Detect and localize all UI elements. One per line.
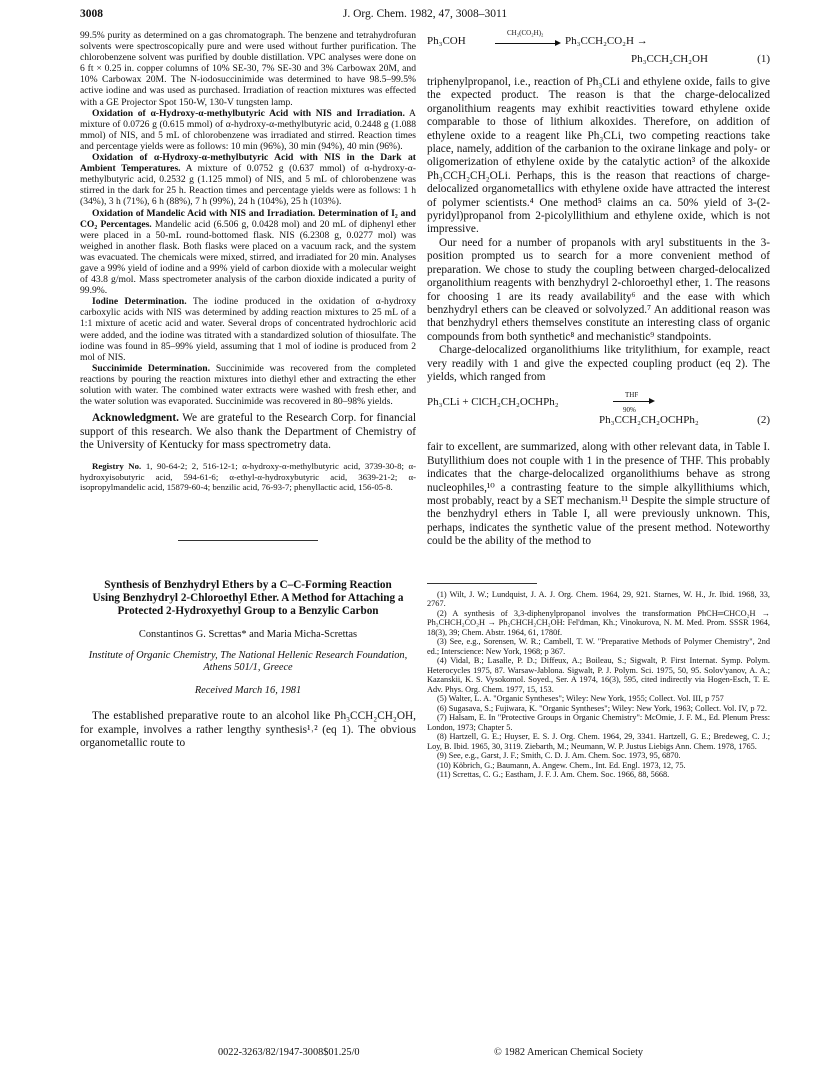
oxidation-3-body: Mandelic acid (6.506 g, 0.0428 mol) and 20 mL of diphenyl ether were placed in a 50-mL round-bottomed flask. NIS (6.2308 g, 0.0277 mol) was weighed in another flask. Both flasks were placed on a vacuum rack, and the system was evacuated. The chemicals were mixed, stirred, and irradiated for 20 min. Analyses gave a 99% yield of iodine and a 99% yield of carbon dioxide with a molecular weight of 43.8 g/mol. Mass spectrometer analysis of the carbon dioxide indicated a purity of 99.9%. (80, 218, 417, 297)
iodine-paragraph (80, 296, 416, 363)
references-list (427, 590, 770, 780)
oxidation-2-heading: Oxidation of α-Hydroxy-α-methylbutyric Acid with NIS in the Dark at Ambient Temperatures. (80, 152, 416, 175)
succinimide-heading: Succinimide Determination. (92, 362, 211, 374)
acknowledgment-heading: Acknowledgment. (92, 412, 179, 425)
right-column (427, 30, 770, 780)
eq1-arrow (495, 43, 559, 44)
page-header (80, 8, 770, 24)
reference-item: (2) A synthesis of 3,3-diphenylpropanol involves the transformation PhCH═CHCO₂H → Ph₂CHCH₂CO₂H → Ph₂CHCH₂CH₂OH: Fel'dman, Kh.; Vinokurova, N. M. Med. Prom. SSSR 1964, 18(3), 39; Chem. Abstr. 1964, 61, 1780f. (427, 608, 770, 637)
eq1-label: (1) (757, 53, 770, 65)
eq1-intermediate: Ph₃CCH₂CO₂H → (565, 35, 648, 47)
reference-item: (5) Walter, L. A. "Organic Syntheses"; Wiley: New York, 1955; Collect. Vol. III, p 757 (437, 694, 724, 704)
registry-body: 1, 90-64-2; 2, 516-12-1; α-hydroxy-α-methylbutyric acid, 3739-30-8; α-hydroxyisobutyric acid, 594-61-6; α-ethyl-α-hydroxybutyric acid, 3639-21-2; α-isopropylmandelic acid, 15879-60-4; benzilic acid, 76-93-7; phenyllactic acid, 156-05-8. (80, 461, 417, 492)
article-intro: The established preparative route to an alcohol like Ph₃CCH₂CH₂OH, for example, involves a rather lengthy synthesis¹˒² (eq 1). The obvious organometallic route to (80, 710, 416, 750)
oxidation-1-body: A mixture of 0.0726 g (0.615 mmol) of α-hydroxy-α-methylbutyric acid, 0.2448 g (1.088 mmol) of NIS, and 5 mL of chlorobenzene was irradiated and stirred. Reaction times and percentage yields were as follows: 10 min (96%), 30 min (94%), 40 min (96%). (80, 107, 416, 152)
reference-item: (11) Screttas, C. G.; Eastham, J. F. J. Am. Chem. Soc. 1966, 88, 5668. (437, 770, 670, 780)
equation-2 (427, 391, 770, 433)
oxidation-2-body: A mixture of 0.0752 g (0.637 mmol) of α-hydroxy-α-methylbutyric acid, 0.2532 g (1.125 mmol) of NIS, and 5 mL of chlorobenzene was stirred in the dark for 25 h. Reaction times and percentage yields were as follows: 1 h (34%), 3 h (71%), 6 h (88%), 7 h (99%), 24 h (104%), 25 h (103%). (80, 163, 416, 208)
experimental-intro: 99.5% purity as determined on a gas chromatograph. The benzene and tetrahydrofuran solvents were spectroscopically pure and were used without further purification. The chlorobenzene solvent was purified by double distillation. VPC analyses were done on 6 ft × 0.25 in. copper columns of 10% SE-30, 7% SE-30 and 3% Carbowax 20M, and 10% Carbowax 20M. The N-iodosuccinimide was determined to have 98.5–99.5% active iodine and was used as purchased. Irradiation of reaction mixtures was effected with a GE Projector Spot 150-W, 130-V tungsten lamp. (80, 30, 416, 108)
article-title: Synthesis of Benzhydryl Ethers by a C–C-Forming Reaction Using Benzhydryl 2-Chloroethyl Ether. A Method for Attaching a Protected 2-Hydroxyethyl Group to a Benzylic Carbon (92, 579, 404, 618)
reference-item: (9) See, e.g., Garst, J. F.; Smith, C. D. J. Am. Chem. Soc. 1973, 95, 6870. (437, 751, 681, 761)
article-authors: Constantinos G. Screttas* and Maria Micha-Screttas (138, 629, 358, 641)
succinimide-paragraph (80, 363, 416, 407)
eq2-product: Ph₃CCH₂CH₂OCHPh₂ (599, 414, 699, 427)
oxidation-1-paragraph (80, 108, 416, 152)
eq2-arrow (613, 401, 653, 402)
footer-copyright: © 1982 American Chemical Society (494, 1047, 644, 1058)
section-divider (178, 540, 318, 541)
page-number: 3008 (80, 8, 103, 20)
left-column (80, 30, 416, 750)
right-paragraph-1: triphenylpropanol, i.e., reaction of Ph₃CLi and ethylene oxide, fails to give the expected product. The reason is that the charge-delocalized organolithium reagents may exhibit reactivities toward ethylene oxide comparable to those of lithium alkoxides. Therefore, on addition of ethylene oxide to a reagent like Ph₃CLi, two competing reactions take place, namely, addition of the carbanion to the oxirane linkage and poly- or oligomerization of ethylene oxide by the catalytic action³ of the alkoxide Ph₃CCH₂CH₂OLi. Perhaps, this is the reason that reactions of charge-delocalized organometallics with ethylene oxide have attracted the interest of polymer scientists.⁴ One method⁵ claims an ca. 50% yield of 3-(2-pyridyl)propanol from 2-picolyllithium and ethylene oxide, which is not impressive. (427, 76, 770, 236)
references-divider (427, 583, 537, 584)
oxidation-3-heading: Oxidation of Mandelic Acid with NIS and Irradiation. Determination of I₂ and CO₂ Percentages. (80, 207, 416, 230)
oxidation-3-paragraph (80, 208, 416, 297)
eq2-yield: 90% (623, 406, 636, 415)
reference-item: (6) Sugasava, S.; Fujiwara, K. "Organic Syntheses"; Wiley: New York, 1963; Collect. Vol. IV, p 72. (437, 703, 767, 713)
oxidation-1-heading: Oxidation of α-Hydroxy-α-methylbutyric Acid with NIS and Irradiation. (92, 107, 405, 119)
eq2-label: (2) (757, 414, 770, 427)
reference-item: (7) Halsam, E. In "Protective Groups in Organic Chemistry": McOmie, J. F. M., Ed. Plenum Press: London, 1973; Chapter 5. (427, 713, 770, 732)
reference-item: (8) Hartzell, G. E.; Huyser, E. S. J. Org. Chem. 1964, 29, 3341. Hartzell, G. E.; Bredeweg, C. J.; Loy, B. Ibid. 1965, 30, 3119. Ziebarth, M.; Neumann, W. P. Justus Liebigs Ann. Chem. 1978, 1765. (427, 732, 770, 751)
author-institution: Institute of Organic Chemistry, The National Hellenic Research Foundation, Athens 501/1, Greece (88, 650, 408, 674)
iodine-heading: Iodine Determination. (92, 296, 187, 308)
received-date: Received March 16, 1981 (194, 685, 302, 697)
registry-heading: Registry No. (92, 461, 142, 472)
reference-item: (3) See, e.g., Sorensen, W. R.; Cambell, T. W. "Preparative Methods of Polymer Chemistry", 2nd ed.; Interscience: New York, 1968; p 367. (427, 637, 770, 656)
right-paragraph-2: Our need for a number of propanols with aryl substituents in the 3-position prompted us to search for a more convenient method of preparation. We chose to study the coupling between charged-delocalized organolithium reagents with benzhydryl 2-chloroethyl ether, 1. The reasons for choosing 1 are its ready availability⁶ and the ease with which benzhydryl ethers can be cleaved or solvolyzed.⁷ An additional reason was that benzhydryl ethers themselves constitute an interesting class of organic compounds from both synthetic⁸ and mechanistic⁹ standpoints. (427, 236, 770, 343)
eq2-solvent: THF (625, 391, 639, 400)
oxidation-2-paragraph (80, 152, 416, 207)
reference-item: (1) Wilt, J. W.; Lundquist, J. A. J. Org. Chem. 1964, 29, 921. Starnes, W. H., Jr. Ibid. 1968, 33, 2767. (427, 589, 770, 609)
eq1-reactant: Ph₃COH (427, 35, 466, 47)
right-paragraph-3: Charge-delocalized organolithiums like tritylithium, for example, react very readily with 1 and give the expected coupling product (eq 2). The yields, which ranged from (427, 344, 770, 383)
acknowledgment-paragraph (80, 412, 416, 452)
right-paragraph-4: fair to excellent, are summarized, along with other relevant data, in Table I. Butyllithium does not couple with 1 in the presence of THF. This probably indicates that the charge-delocalized organolithiums behave as strong nucleophiles,¹⁰ a contrasting feature to the simple alkyllithiums which, most probably, react by a SET mechanism.¹¹ Despite the simple structure of the benzhydryl ethers in Table I, all were previously unknown. This, perhaps, indicates the synthetic value of the present method. Noteworthy could be the ability of the method to (427, 441, 770, 548)
succinimide-body: Succinimide was recovered from the completed reactions by pouring the reaction mixtures into diethyl ether and extracting the ether solution with water. The combined water extracts were washed with fresh ether, and the water solution was evaporated. Succinimide was recovered in 80–98% yields. (80, 362, 416, 408)
iodine-body: The iodine produced in the oxidation of α-hydroxy carboxylic acids with NIS was determined by adding reaction mixtures to 25 mL of a 1:1 mixture of acetic acid and water. Several drops of concentrated hydrochloric acid were added, and the iodine was titrated with a standardized solution of thiosulfate. The iodine was found in 85–99% yield, assuming that 1 mol of iodine is produced from 2 mol of NIS. (80, 296, 416, 363)
reference-item: (10) Köbrich, G.; Baumann, A. Angew. Chem., Int. Ed. Engl. 1973, 12, 75. (437, 760, 686, 770)
eq1-product: Ph₃CCH₂CH₂OH (631, 53, 708, 65)
equation-1 (427, 30, 770, 70)
journal-citation: J. Org. Chem. 1982, 47, 3008–3011 (342, 8, 508, 20)
eq2-reactants: Ph₃CLi + ClCH₂CH₂OCHPh₂ (427, 396, 559, 409)
registry-paragraph (80, 461, 416, 492)
reference-item: (4) Vidal, B.; Lasalle, P. D.; Diffeux, A.; Boileau, S.; Sigwalt, P. First Internat. Symp. Polym. Heterocycles 1975, 87. Warsaw-Jablona. Sigwalt, P. J. Polym. Sci. 1975, 50, 95. Solov'yanov, A. A.; Kazanskii, K. S. Vysokomol. Soyed., Ser. A 1974, 16(3), 595, cited indirectly via Hogen-Esch, T. E. Adv. Phys. Org. Chem. 1977, 15, 153. (427, 656, 770, 694)
acknowledgment-body: We are grateful to the Research Corp. for financial support of this research. We also thank the Department of Chemistry of the University of Kentucky for mass spectrometry data. (80, 412, 416, 451)
footer-code: 0022-3263/82/1947-3008$01.25/0 (218, 1047, 360, 1058)
eq1-reagent: CH₂(CO₂H)₂ (507, 29, 544, 37)
